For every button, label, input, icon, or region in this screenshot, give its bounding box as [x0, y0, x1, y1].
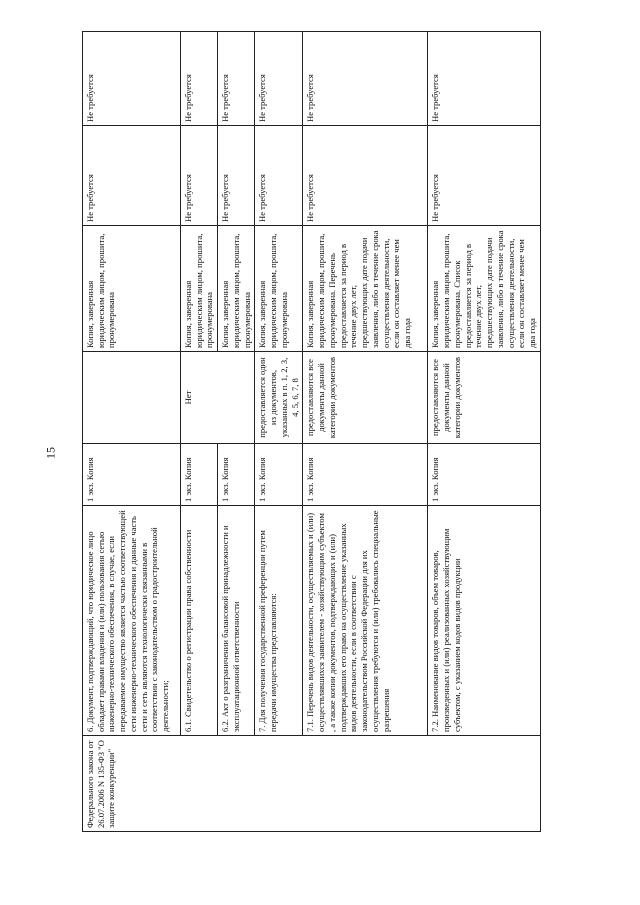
- status-cell: Не требуется: [181, 126, 218, 226]
- document-name-cell: 7.2. Наименование видов товаров, объем товаров, произведенных и (или) реализованных хозяйствующим субъектом, с указанием кодов видов продукции: [428, 506, 540, 736]
- status-cell: Не требуется: [218, 32, 255, 126]
- status-cell: Не требуется: [255, 32, 303, 126]
- table-row: [303, 32, 428, 832]
- table-row: [83, 32, 181, 832]
- quantity-cell: 1 экз. Копия: [428, 444, 540, 506]
- condition-cell: предоставляется один из документов, указанных в п. 1, 2, 3, 4, 5, 6, 7, 8: [255, 352, 303, 444]
- status-cell: Не требуется: [303, 126, 428, 226]
- status-cell: Не требуется: [83, 126, 181, 226]
- quantity-cell: 1 экз. Копия: [255, 444, 303, 506]
- law-reference-cell: Федерального закона от 26.07.2006 N 135-ФЗ "О защите конкуренции": [83, 736, 541, 832]
- table-row: [428, 32, 540, 832]
- condition-cell: предоставляются все документы данной категории документов: [428, 352, 540, 444]
- quantity-cell: 1 экз. Копия: [83, 444, 181, 506]
- requirements-cell: Копия, заверенная юридическим лицом, прошита, пронумерована. Список предоставляется за период в течение двух лет, предшествующих дате подачи заявления, либо в течение срока осуществления деятельности, если он составляет менее чем два года: [428, 226, 540, 352]
- condition-cell: [83, 352, 181, 444]
- table-row: [255, 32, 303, 832]
- requirements-cell: Копия, заверенная юридическим лицом, прошита, пронумерована: [181, 226, 218, 352]
- requirements-cell: Копия, заверенная юридическим лицом, прошита, пронумерована. Перечень предоставляется за период в течение двух лет, предшествующих дате подачи заявления, либо в течение срока осуществления деятельности, если он составляет менее чем два года: [303, 226, 428, 352]
- document-name-cell: 7.1. Перечень видов деятельности, осуществляемых и (или) осуществлявшихся заявителем - хозяйствующим субъектом , а также копии документов, подтверждающих и (или) подтверждавших его право на осуществление указанных видов деятельности, если в соответствии с законодательством Российской Федерации для их осуществления требуются и (или) требовались специальные разрешения: [303, 506, 428, 736]
- status-cell: Не требуется: [218, 126, 255, 226]
- document-table-rotated: [82, 32, 538, 832]
- document-name-cell: 6.1. Свидетельство о регистрации права собственности: [181, 506, 218, 736]
- status-cell: Не требуется: [303, 32, 428, 126]
- condition-cell: Нет: [181, 352, 255, 444]
- document-name-cell: 6.2. Акт о разграничении балансовой принадлежности и эксплуатационной ответственности: [218, 506, 255, 736]
- document-name-cell: 7. Для получения государственной преференции путем передачи имущества представляются:: [255, 506, 303, 736]
- status-cell: Не требуется: [181, 32, 218, 126]
- requirements-table: [82, 31, 541, 832]
- requirements-cell: Копия, заверенная юридическим лицом, прошита, пронумерована: [83, 226, 181, 352]
- quantity-cell: 1 экз. Копия: [181, 444, 218, 506]
- status-cell: Не требуется: [428, 126, 540, 226]
- quantity-cell: 1 экз. Копия: [303, 444, 428, 506]
- condition-cell: предоставляются все документы данной категории документов: [303, 352, 428, 444]
- page-number: 15: [43, 447, 58, 459]
- status-cell: Не требуется: [255, 126, 303, 226]
- status-cell: Не требуется: [83, 32, 181, 126]
- quantity-cell: 1 экз. Копия: [218, 444, 255, 506]
- document-name-cell: 6. Документ, подтверждающий, что юридическое лицо обладает правами владения и (или) пользования сетью инженерно-технического обеспечения, в случае, если передаваемое имущество является частью соответствующей сети инженерно-технического обеспечения и данные часть сети и сеть являются технологически связанными в соответствии с законодательством о градостроительной деятельности;: [83, 506, 181, 736]
- table-row: [181, 32, 218, 832]
- status-cell: Не требуется: [428, 32, 540, 126]
- requirements-cell: Копия, заверенная юридическим лицом, прошита, пронумерована: [218, 226, 255, 352]
- requirements-cell: Копия, заверенная юридическим лицом, прошита, пронумерована: [255, 226, 303, 352]
